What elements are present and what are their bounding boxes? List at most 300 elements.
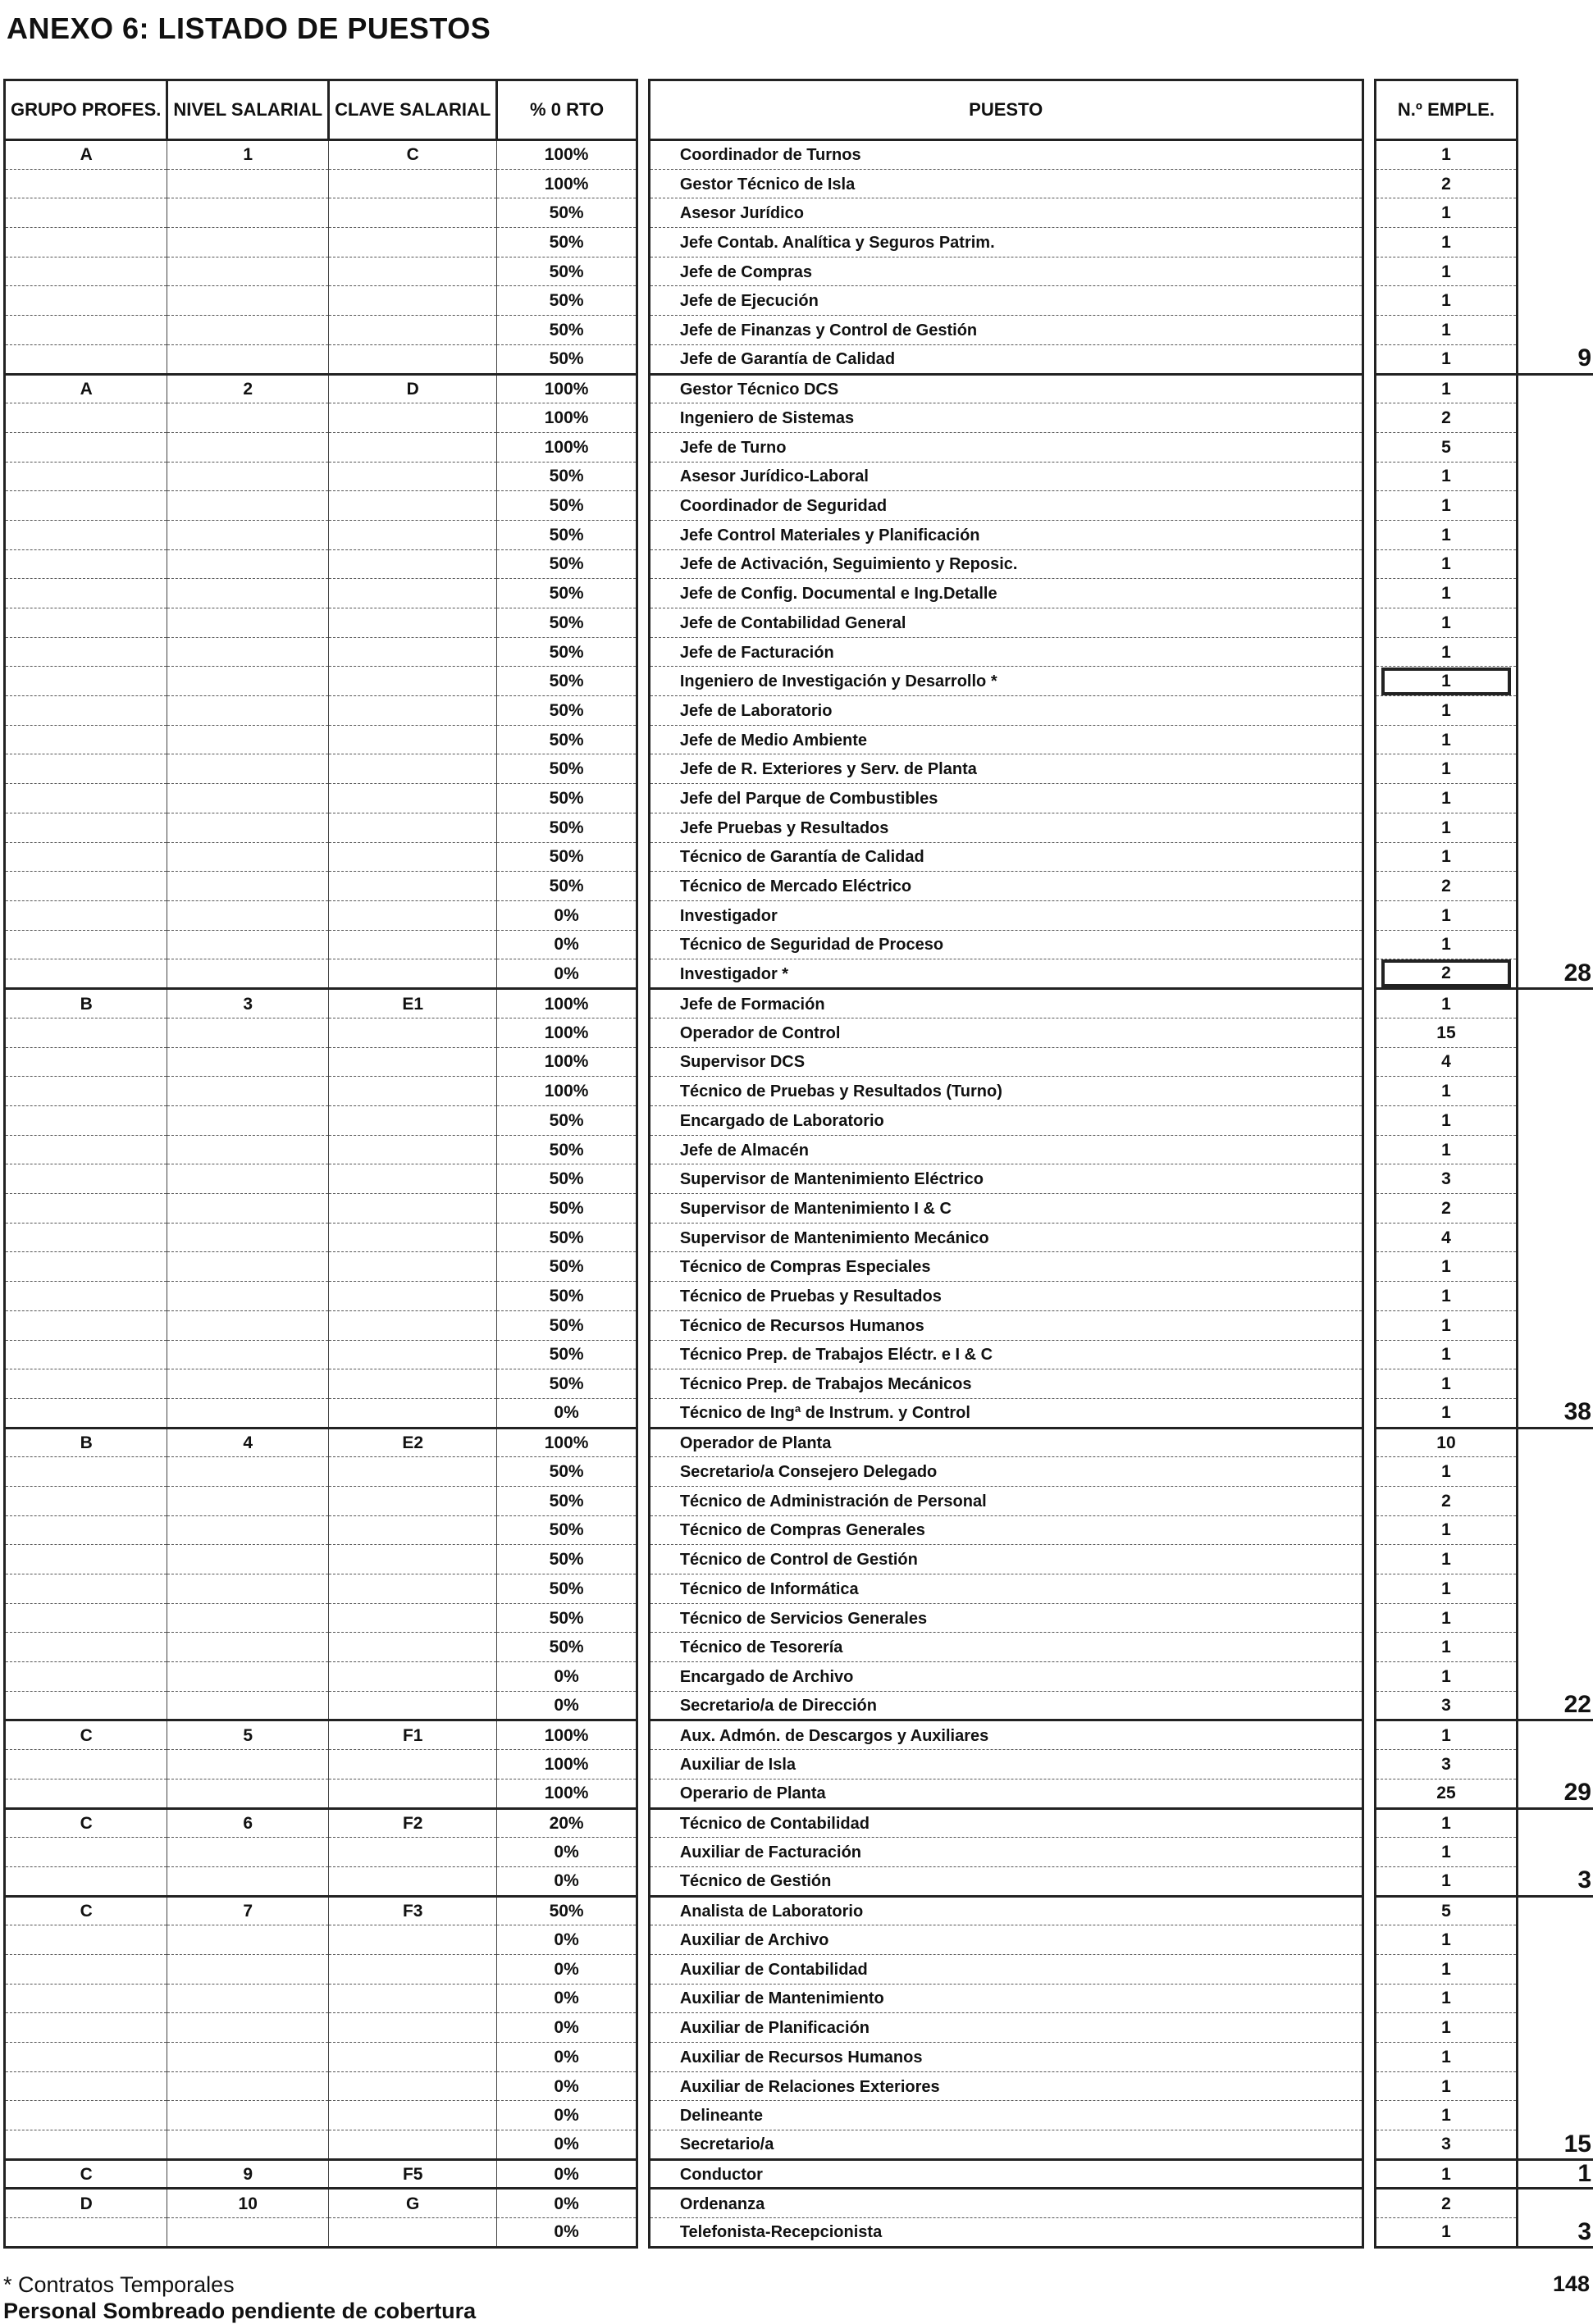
emple-count: 2 xyxy=(1441,1198,1451,1218)
cell-grupo: C xyxy=(5,1808,167,1838)
emple-count: 1 xyxy=(1441,935,1451,955)
puesto-label: Técnico Prep. de Trabajos Eléctr. e I & C xyxy=(679,1346,993,1365)
cell-clave xyxy=(329,1515,497,1545)
cell-gap xyxy=(637,637,649,667)
cell-nivel xyxy=(167,667,329,696)
cell-grupo xyxy=(5,696,167,726)
emple-count: 1 xyxy=(1441,262,1451,281)
group-total: 9 xyxy=(1518,344,1593,374)
puesto-label: Delineante xyxy=(679,2107,763,2126)
cell-gap xyxy=(1362,1252,1375,1282)
cell-nivel xyxy=(167,1866,329,1896)
cell-rto: 50% xyxy=(497,462,637,491)
cell-puesto xyxy=(649,198,1362,228)
emple-count: 2 xyxy=(1441,2194,1451,2213)
cell-gap xyxy=(637,1633,649,1662)
cell-clave xyxy=(329,491,497,521)
cell-grupo xyxy=(5,2101,167,2130)
cell-nivel: 10 xyxy=(167,2189,329,2218)
cell-gap xyxy=(637,1457,649,1487)
emple-count: 1 xyxy=(1441,379,1451,399)
cell-gap xyxy=(637,2218,649,2248)
cell-nivel xyxy=(167,608,329,638)
cell-puesto xyxy=(649,286,1362,316)
table-row xyxy=(5,1340,1593,1369)
table-row xyxy=(5,1369,1593,1399)
emple-count: 1 xyxy=(1441,1520,1451,1540)
group-total xyxy=(1518,1896,1593,1925)
cell-gap xyxy=(1362,549,1375,579)
emple-count: 1 xyxy=(1441,788,1451,808)
cell-puesto xyxy=(649,784,1362,813)
emple-count: 1 xyxy=(1441,759,1451,779)
cell-nivel xyxy=(167,930,329,959)
cell-gap xyxy=(637,316,649,345)
cell-puesto xyxy=(649,1925,1362,1955)
cell-nivel xyxy=(167,1077,329,1106)
puesto-label: Ordenanza xyxy=(679,2194,765,2213)
cell-gap xyxy=(1362,608,1375,638)
puesto-label: Jefe de Facturación xyxy=(679,643,834,662)
cell-rto: 0% xyxy=(497,1984,637,2013)
cell-gap xyxy=(1362,403,1375,433)
cell-emple xyxy=(1375,344,1518,374)
cell-nivel xyxy=(167,169,329,198)
cell-clave xyxy=(329,1662,497,1692)
table-row xyxy=(5,1954,1593,1984)
cell-grupo xyxy=(5,1925,167,1955)
cell-grupo xyxy=(5,491,167,521)
cell-nivel xyxy=(167,1310,329,1340)
cell-gap xyxy=(1362,1340,1375,1369)
emple-count: 3 xyxy=(1441,1754,1451,1774)
cell-rto: 50% xyxy=(497,667,637,696)
cell-clave: E1 xyxy=(329,989,497,1018)
cell-nivel xyxy=(167,900,329,930)
cell-rto: 50% xyxy=(497,344,637,374)
cell-gap xyxy=(637,930,649,959)
header-emple: N.º EMPLE. xyxy=(1375,80,1518,140)
cell-rto: 0% xyxy=(497,2130,637,2160)
table-row xyxy=(5,1633,1593,1662)
header-gap xyxy=(1362,80,1375,140)
group-total xyxy=(1518,1018,1593,1047)
cell-nivel xyxy=(167,2130,329,2160)
cell-rto: 20% xyxy=(497,1808,637,1838)
group-total: 15 xyxy=(1518,2130,1593,2160)
cell-gap xyxy=(1362,520,1375,549)
cell-gap xyxy=(637,1486,649,1515)
page-title: ANEXO 6: LISTADO DE PUESTOS xyxy=(7,11,491,45)
cell-grupo xyxy=(5,257,167,286)
group-total xyxy=(1518,608,1593,638)
cell-emple xyxy=(1375,2101,1518,2130)
cell-emple xyxy=(1375,1838,1518,1867)
cell-gap xyxy=(1362,169,1375,198)
cell-rto: 50% xyxy=(497,1896,637,1925)
puesto-label: Técnico de Mercado Eléctrico xyxy=(679,877,912,896)
cell-emple xyxy=(1375,1282,1518,1311)
cell-emple xyxy=(1375,1018,1518,1047)
emple-count: 1 xyxy=(1441,467,1451,486)
cell-rto: 100% xyxy=(497,432,637,462)
table-row xyxy=(5,228,1593,257)
cell-emple xyxy=(1375,2013,1518,2043)
table-row xyxy=(5,1047,1593,1077)
cell-gap xyxy=(637,1866,649,1896)
puesto-label: Encargado de Laboratorio xyxy=(679,1111,884,1130)
table-body xyxy=(5,140,1593,2248)
cell-gap xyxy=(1362,579,1375,608)
cell-gap xyxy=(637,520,649,549)
cell-gap xyxy=(1362,2101,1375,2130)
cell-grupo xyxy=(5,1838,167,1867)
puesto-label: Asesor Jurídico xyxy=(679,204,804,223)
cell-gap xyxy=(637,344,649,374)
emple-count: 1 xyxy=(1441,1843,1451,1862)
emple-count: 1 xyxy=(1441,2047,1451,2067)
table-row xyxy=(5,549,1593,579)
cell-nivel xyxy=(167,198,329,228)
table-row xyxy=(5,2130,1593,2160)
cell-rto: 50% xyxy=(497,813,637,842)
table-row xyxy=(5,1691,1593,1720)
cell-rto: 50% xyxy=(497,198,637,228)
cell-grupo: B xyxy=(5,1428,167,1457)
cell-puesto xyxy=(649,579,1362,608)
group-total xyxy=(1518,725,1593,754)
puesto-label: Técnico de Garantía de Calidad xyxy=(679,848,924,867)
group-total: 1 xyxy=(1518,2159,1593,2189)
cell-nivel: 4 xyxy=(167,1428,329,1457)
cell-gap xyxy=(1362,344,1375,374)
cell-puesto xyxy=(649,1779,1362,1808)
cell-gap xyxy=(1362,1779,1375,1808)
cell-emple xyxy=(1375,784,1518,813)
puesto-label: Gestor Técnico DCS xyxy=(679,380,839,399)
cell-rto: 50% xyxy=(497,1194,637,1224)
cell-rto: 0% xyxy=(497,1866,637,1896)
cell-nivel xyxy=(167,579,329,608)
cell-clave xyxy=(329,1545,497,1574)
cell-puesto xyxy=(649,1838,1362,1867)
cell-grupo xyxy=(5,1223,167,1252)
cell-grupo xyxy=(5,1135,167,1164)
cell-gap xyxy=(637,374,649,403)
cell-gap xyxy=(637,1691,649,1720)
cell-grupo xyxy=(5,900,167,930)
cell-clave xyxy=(329,2043,497,2072)
cell-puesto xyxy=(649,813,1362,842)
cell-puesto xyxy=(649,1457,1362,1487)
cell-clave xyxy=(329,344,497,374)
puesto-label: Auxiliar de Isla xyxy=(679,1755,796,1774)
cell-emple xyxy=(1375,491,1518,521)
cell-gap xyxy=(637,2159,649,2189)
table-row xyxy=(5,1486,1593,1515)
emple-count: 1 xyxy=(1441,1315,1451,1335)
cell-nivel xyxy=(167,696,329,726)
cell-gap xyxy=(1362,1545,1375,1574)
puesto-label: Jefe de Formación xyxy=(679,995,825,1014)
puesto-label: Secretario/a Consejero Delegado xyxy=(679,1463,938,1482)
cell-emple xyxy=(1375,1720,1518,1750)
emple-count: 1 xyxy=(1441,730,1451,750)
group-total xyxy=(1518,784,1593,813)
emple-count: 1 xyxy=(1441,349,1451,369)
cell-rto: 50% xyxy=(497,842,637,872)
cell-grupo xyxy=(5,1369,167,1399)
puesto-label: Ingeniero de Sistemas xyxy=(679,409,855,428)
cell-nivel xyxy=(167,2043,329,2072)
cell-grupo xyxy=(5,608,167,638)
cell-nivel xyxy=(167,2101,329,2130)
group-total xyxy=(1518,1545,1593,1574)
cell-emple xyxy=(1375,1164,1518,1194)
table-row xyxy=(5,374,1593,403)
cell-clave xyxy=(329,1984,497,2013)
puesto-label: Supervisor de Mantenimiento Eléctrico xyxy=(679,1170,984,1189)
cell-grupo xyxy=(5,1106,167,1136)
cell-emple xyxy=(1375,432,1518,462)
cell-nivel xyxy=(167,1779,329,1808)
table-row xyxy=(5,316,1593,345)
cell-gap xyxy=(637,2043,649,2072)
cell-emple xyxy=(1375,257,1518,286)
cell-clave xyxy=(329,579,497,608)
cell-emple xyxy=(1375,1515,1518,1545)
cell-gap xyxy=(1362,2130,1375,2160)
cell-nivel xyxy=(167,2071,329,2101)
cell-gap xyxy=(1362,1282,1375,1311)
cell-emple xyxy=(1375,374,1518,403)
cell-puesto xyxy=(649,1398,1362,1428)
cell-gap xyxy=(637,1984,649,2013)
cell-gap xyxy=(637,257,649,286)
cell-rto: 0% xyxy=(497,959,637,989)
cell-rto: 100% xyxy=(497,140,637,170)
cell-grupo xyxy=(5,842,167,872)
group-total xyxy=(1518,403,1593,433)
cell-puesto xyxy=(649,140,1362,170)
emple-count: 2 xyxy=(1441,1491,1451,1511)
emple-count: 1 xyxy=(1441,847,1451,867)
cell-nivel xyxy=(167,1633,329,1662)
puesto-label: Técnico de Pruebas y Resultados xyxy=(679,1287,942,1306)
cell-rto: 50% xyxy=(497,1106,637,1136)
table-row xyxy=(5,2218,1593,2248)
cell-clave xyxy=(329,725,497,754)
cell-puesto xyxy=(649,228,1362,257)
cell-rto: 50% xyxy=(497,491,637,521)
cell-emple xyxy=(1375,813,1518,842)
cell-puesto xyxy=(649,608,1362,638)
cell-gap xyxy=(637,1340,649,1369)
group-total xyxy=(1518,432,1593,462)
group-total xyxy=(1518,1984,1593,2013)
cell-grupo xyxy=(5,198,167,228)
table-row xyxy=(5,2013,1593,2043)
cell-rto: 50% xyxy=(497,608,637,638)
table-row xyxy=(5,2189,1593,2218)
group-total xyxy=(1518,1662,1593,1692)
puesto-label: Técnico de Servicios Generales xyxy=(679,1609,928,1628)
cell-gap xyxy=(637,579,649,608)
cell-grupo: D xyxy=(5,2189,167,2218)
cell-clave xyxy=(329,1340,497,1369)
cell-rto: 50% xyxy=(497,872,637,901)
table-row xyxy=(5,1310,1593,1340)
table-row xyxy=(5,1838,1593,1867)
cell-gap xyxy=(637,900,649,930)
puesto-label: Auxiliar de Recursos Humanos xyxy=(679,2048,923,2067)
puesto-label: Jefe de Turno xyxy=(679,438,787,457)
cell-grupo xyxy=(5,1691,167,1720)
cell-gap xyxy=(1362,257,1375,286)
cell-puesto xyxy=(649,1954,1362,1984)
cell-emple xyxy=(1375,169,1518,198)
group-total xyxy=(1518,1340,1593,1369)
cell-nivel xyxy=(167,316,329,345)
puesto-label: Jefe de Almacén xyxy=(679,1141,809,1160)
emple-count: 1 xyxy=(1441,1257,1451,1277)
cell-nivel xyxy=(167,491,329,521)
cell-puesto xyxy=(649,1252,1362,1282)
cell-emple xyxy=(1375,462,1518,491)
table-row xyxy=(5,462,1593,491)
cell-gap xyxy=(1362,667,1375,696)
group-total xyxy=(1518,842,1593,872)
cell-puesto xyxy=(649,491,1362,521)
cell-puesto xyxy=(649,1691,1362,1720)
cell-emple xyxy=(1375,286,1518,316)
cell-emple xyxy=(1375,959,1518,989)
emple-count: 3 xyxy=(1441,1696,1451,1716)
cell-puesto xyxy=(649,432,1362,462)
table-row xyxy=(5,2043,1593,2072)
cell-clave: F2 xyxy=(329,1808,497,1838)
cell-gap xyxy=(637,1838,649,1867)
group-total xyxy=(1518,1223,1593,1252)
puesto-label: Supervisor DCS xyxy=(679,1053,806,1072)
cell-puesto xyxy=(649,1223,1362,1252)
cell-clave xyxy=(329,462,497,491)
emple-count: 1 xyxy=(1441,642,1451,662)
cell-gap xyxy=(637,198,649,228)
cell-puesto xyxy=(649,2043,1362,2072)
cell-grupo xyxy=(5,1515,167,1545)
puesto-label: Jefe de Finanzas y Control de Gestión xyxy=(679,321,978,339)
cell-grupo xyxy=(5,432,167,462)
cell-emple xyxy=(1375,1047,1518,1077)
group-total xyxy=(1518,2013,1593,2043)
cell-rto: 50% xyxy=(497,1515,637,1545)
puesto-label: Coordinador de Turnos xyxy=(679,146,861,165)
table-row xyxy=(5,1750,1593,1779)
cell-nivel xyxy=(167,1194,329,1224)
puesto-label: Técnico de Compras Generales xyxy=(679,1521,925,1540)
cell-nivel: 9 xyxy=(167,2159,329,2189)
table-row xyxy=(5,432,1593,462)
cell-clave: F1 xyxy=(329,1720,497,1750)
cell-gap xyxy=(637,1252,649,1282)
puesto-label: Jefe de R. Exteriores y Serv. de Planta xyxy=(679,760,977,779)
cell-gap xyxy=(637,1954,649,1984)
cell-clave xyxy=(329,520,497,549)
cell-clave xyxy=(329,403,497,433)
group-total xyxy=(1518,989,1593,1018)
cell-nivel xyxy=(167,842,329,872)
cell-rto: 50% xyxy=(497,1282,637,1311)
cell-grupo xyxy=(5,403,167,433)
cell-clave xyxy=(329,667,497,696)
cell-nivel xyxy=(167,1984,329,2013)
cell-grupo xyxy=(5,813,167,842)
cell-emple xyxy=(1375,900,1518,930)
cell-rto: 0% xyxy=(497,1925,637,1955)
cell-gap xyxy=(637,432,649,462)
cell-grupo xyxy=(5,286,167,316)
cell-gap xyxy=(1362,1047,1375,1077)
header-puesto: PUESTO xyxy=(649,80,1362,140)
cell-grupo xyxy=(5,1252,167,1282)
cell-emple xyxy=(1375,228,1518,257)
cell-gap xyxy=(637,1223,649,1252)
cell-gap xyxy=(1362,1223,1375,1252)
cell-puesto xyxy=(649,2218,1362,2248)
cell-gap xyxy=(1362,784,1375,813)
emple-count: 1 xyxy=(1441,145,1451,165)
cell-emple xyxy=(1375,2071,1518,2101)
cell-gap xyxy=(1362,1369,1375,1399)
table-row xyxy=(5,1223,1593,1252)
cell-grupo xyxy=(5,1310,167,1340)
table-row xyxy=(5,1018,1593,1047)
emple-count: 1 xyxy=(1441,2106,1451,2126)
table-header-row xyxy=(5,80,1593,140)
cell-puesto xyxy=(649,696,1362,726)
cell-emple xyxy=(1375,2043,1518,2072)
cell-puesto xyxy=(649,1077,1362,1106)
emple-count: 1 xyxy=(1441,2222,1451,2242)
cell-clave xyxy=(329,1866,497,1896)
cell-emple xyxy=(1375,1866,1518,1896)
cell-emple xyxy=(1375,1925,1518,1955)
puesto-label: Operario de Planta xyxy=(679,1784,826,1803)
cell-emple xyxy=(1375,1398,1518,1428)
emple-count: 1 xyxy=(1441,554,1451,574)
puesto-label: Ingeniero de Investigación y Desarrollo * xyxy=(679,672,997,691)
cell-grupo xyxy=(5,930,167,959)
cell-puesto xyxy=(649,403,1362,433)
cell-clave xyxy=(329,1223,497,1252)
cell-emple xyxy=(1375,1369,1518,1399)
cell-gap xyxy=(637,2071,649,2101)
cell-rto: 0% xyxy=(497,2218,637,2248)
cell-nivel xyxy=(167,1223,329,1252)
cell-nivel xyxy=(167,286,329,316)
cell-nivel xyxy=(167,1662,329,1692)
cell-clave xyxy=(329,1838,497,1867)
cell-clave: F3 xyxy=(329,1896,497,1925)
group-total: 29 xyxy=(1518,1779,1593,1808)
cell-rto: 50% xyxy=(497,1310,637,1340)
cell-grupo xyxy=(5,1340,167,1369)
table-row xyxy=(5,813,1593,842)
cell-emple xyxy=(1375,1340,1518,1369)
cell-grupo: A xyxy=(5,140,167,170)
cell-clave: C xyxy=(329,140,497,170)
